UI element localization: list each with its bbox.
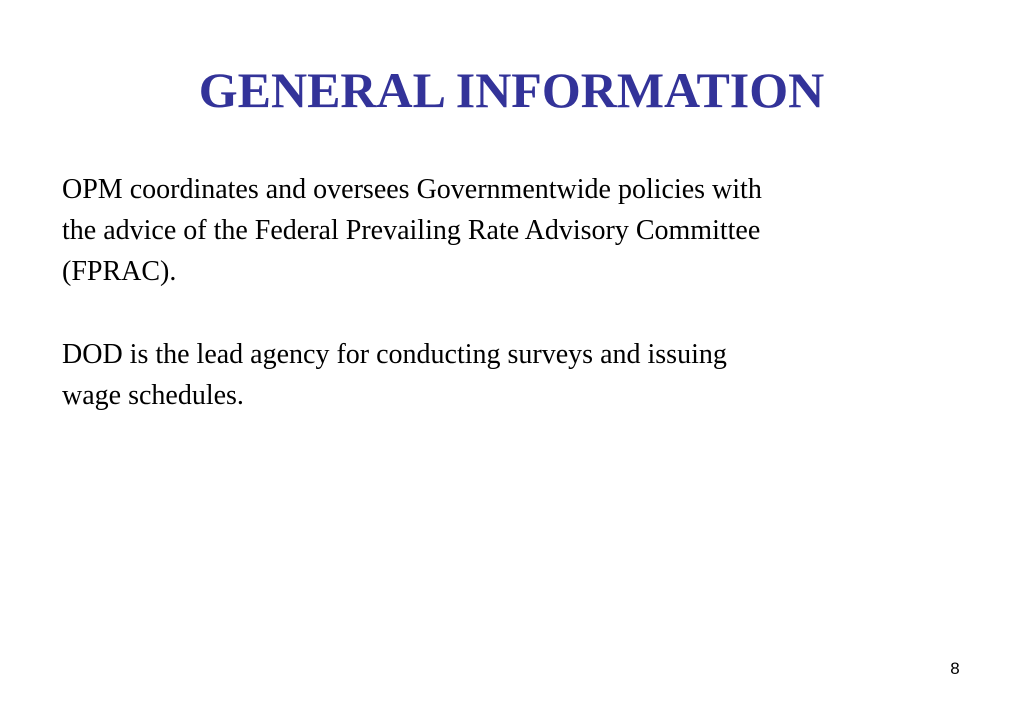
page-number: 8	[950, 659, 960, 678]
paragraph-line: wage schedules.	[62, 380, 244, 411]
paragraph-dod	[62, 334, 962, 416]
paragraph-line: OPM coordinates and oversees Governmentwide policies with	[62, 174, 762, 205]
paragraph-line: (FPRAC).	[62, 256, 177, 287]
paragraph-opm	[62, 169, 962, 292]
paragraph-line: the advice of the Federal Prevailing Rate Advisory Committee	[62, 215, 761, 246]
slide-title: GENERAL INFORMATION	[198, 62, 825, 118]
paragraph-line: DOD is the lead agency for conducting surveys and issuing	[62, 339, 727, 370]
